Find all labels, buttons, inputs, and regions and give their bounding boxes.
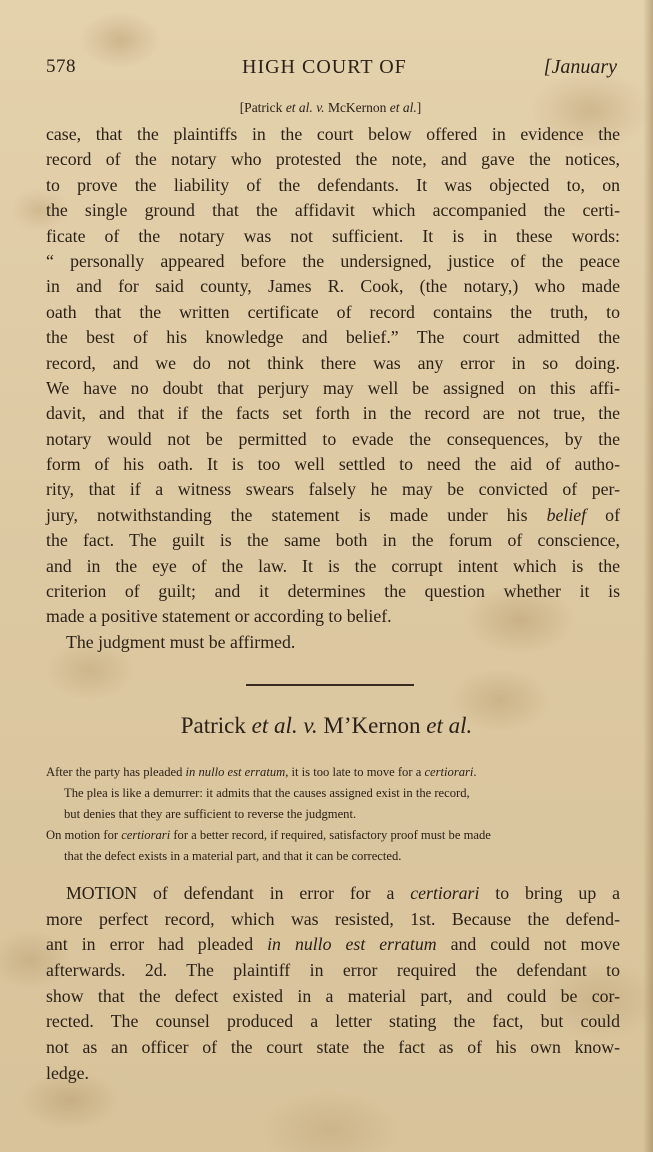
case-title-et-al-1: et al. [251,713,298,738]
motion-italic: certiorari [410,883,480,903]
body-line: notary would not be permitted to evade the consequences, by the [46,428,620,449]
headnote-text: On motion for [46,828,122,842]
body-line-16-before: jury, notwithstanding the statement is made under his [46,504,547,525]
body-line: case, that the plaintiffs in the court below offered in evidence the [46,124,620,144]
headnote-line-2: The plea is like a demurrer: it admits that the causes assigned exist in the record, [64,786,470,800]
motion-line-5: show that the defect existed in a material part, and could be cor- [46,985,620,1006]
motion-line-8: ledge. [46,1062,89,1083]
headnote-text: After the party has pleaded [46,765,186,779]
headnote-text: , it is too late to move for a [285,765,425,779]
case-ref-et-al-2: et al. [389,100,417,115]
body-line: record, and we do not think there was any error in so doing. [46,352,620,373]
motion-italic: in nullo est erratum [267,934,437,955]
judgment-line: The judgment must be affirmed. [66,631,296,652]
body-line: We have no doubt that perjury may well be assigned on this affi- [46,377,620,398]
headnote-italic: certiorari [424,765,474,779]
body-line: the single ground that the affidavit which accompanied the certi- [46,200,620,221]
case-title-v: v. [297,713,318,738]
headnote-line-5: that the defect exists in a material part, and that it can be corrected. [64,849,402,863]
motion-text: to bring up a [479,883,620,903]
page-edge-shadow [643,0,653,1152]
motion-text: and could not move [436,934,620,955]
headnote-line-3: but denies that they are sufficient to reverse the judgment. [64,807,357,821]
body-line: rity, that if a witness swears falsely he may be convicted of per- [46,479,620,500]
headnote-italic: in nullo est erratum [185,765,286,779]
running-head: HIGH COURT OF [242,56,407,78]
opinion-body [46,122,620,655]
body-line: davit, and that if the facts set forth in the record are not true, the [46,403,620,424]
case-reference [0,100,653,116]
body-line: the fact. The guilt is the same both in the forum of conscience, [46,530,620,551]
body-line-belief [46,503,620,528]
case-title-name1: Patrick [180,713,252,738]
case-title-et-al-2: et al. [426,713,473,738]
case-ref-et-al-1: et al. [285,100,313,115]
case-ref-name2: McKernon [327,100,390,115]
body-line: ficate of the notary was not sufficient. It is in these words: [46,225,620,246]
motion-line-7: not as an officer of the court state the fact as of his own know- [46,1037,620,1058]
headnote-line-1 [46,762,622,783]
body-line: record of the notary who protested the note, and gave the notices, [46,149,620,170]
page-number: 578 [46,56,76,77]
headnote-text: . [473,765,477,779]
case-ref-open: [Patrick [239,100,286,115]
body-line: and in the eye of the law. It is the corrupt intent which is the [46,555,620,576]
case-title-name2: M’Kernon [317,713,427,738]
motion-text: MOTION of defendant in error for a [66,883,411,903]
section-divider [246,684,414,686]
motion-line-3 [46,932,620,958]
body-line-16-after: of [586,504,620,525]
body-line: in and for said county, James R. Cook, (the notary,) who made [46,276,620,297]
motion-line-4: afterwards. 2d. The plaintiff in error required the defendant to [46,960,620,981]
motion-text: ant in error had pleaded [46,934,268,955]
page-header [46,56,617,86]
motion-line-2: more perfect record, which was resisted, 1st. Because the defend- [46,908,620,929]
body-line: criterion of guilt; and it determines the question whether it is [46,581,620,602]
case-ref-v: v. [312,100,328,115]
body-line: the best of his knowledge and belief.” The court admitted the [46,327,620,348]
motion-line-1 [46,881,620,907]
body-line-16-italic: belief [546,504,587,525]
body-line: “ personally appeared before the undersigned, justice of the peace [46,250,620,271]
motion-line-6: rected. The counsel produced a letter stating the fact, but could [46,1011,620,1032]
headnote-line-4 [46,825,622,846]
headnotes [46,762,622,867]
body-line-last: made a positive statement or according to belief. [46,606,392,627]
body-line: oath that the written certificate of record contains the truth, to [46,301,620,322]
case-title [0,713,653,739]
motion-paragraph [46,881,620,1087]
headnote-italic: certiorari [121,828,171,842]
case-ref-close: ] [416,100,422,115]
headnote-text: for a better record, if required, satisfactory proof must be made [170,828,491,842]
body-line: form of his oath. It is too well settled to need the aid of autho- [46,454,620,475]
running-head-month: [January [543,56,617,78]
body-line: to prove the liability of the defendants. It was objected to, on [46,174,620,195]
